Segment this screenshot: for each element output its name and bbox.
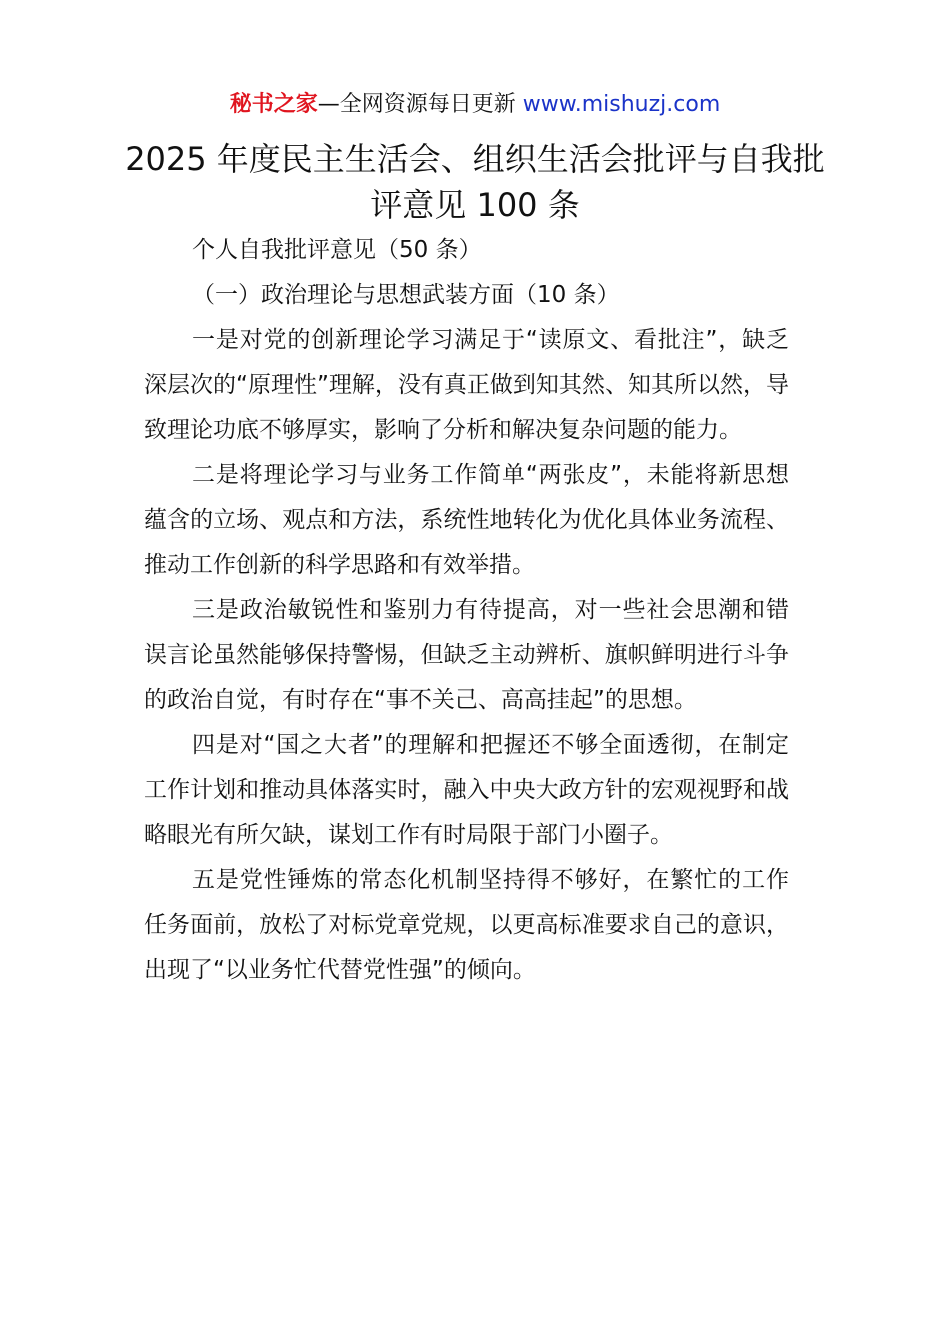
subsection-heading: （一）政治理论与思想武装方面（10 条） xyxy=(192,282,620,308)
document-title: 2025 年度民主生活会、组织生活会批评与自我批评意见 100 条 xyxy=(125,140,825,224)
site-header xyxy=(0,88,950,122)
brand-name: 秘书之家 xyxy=(229,92,318,117)
section-heading: 个人自我批评意见（50 条） xyxy=(192,237,482,263)
paragraph-3: 三是政治敏锐性和鉴别力有待提高，对一些社会思潮和错误言论虽然能够保持警惕，但缺乏主动辨析、旗帜鲜明进行斗争的政治自觉，有时存在“事不关己、高高挂起”的思想。 xyxy=(144,597,789,713)
document-body xyxy=(144,228,789,993)
site-url-link[interactable]: www.mishuzj.com xyxy=(522,92,721,117)
paragraph-1: 一是对党的创新理论学习满足于“读原文、看批注”，缺乏深层次的“原理性”理解，没有真正做到知其然、知其所以然，导致理论功底不够厚实，影响了分析和解决复杂问题的能力。 xyxy=(144,327,789,443)
header-tagline: —全网资源每日更新 xyxy=(317,92,523,117)
paragraph-2: 二是将理论学习与业务工作简单“两张皮”，未能将新思想蕴含的立场、观点和方法，系统性地转化为优化具体业务流程、推动工作创新的科学思路和有效举措。 xyxy=(144,462,789,578)
paragraph-5: 五是党性锤炼的常态化机制坚持得不够好，在繁忙的工作任务面前，放松了对标党章党规，以更高标准要求自己的意识，出现了“以业务忙代替党性强”的倾向。 xyxy=(144,867,789,983)
paragraph-4: 四是对“国之大者”的理解和把握还不够全面透彻，在制定工作计划和推动具体落实时，融入中央大政方针的宏观视野和战略眼光有所欠缺，谋划工作有时局限于部门小圈子。 xyxy=(144,732,789,848)
